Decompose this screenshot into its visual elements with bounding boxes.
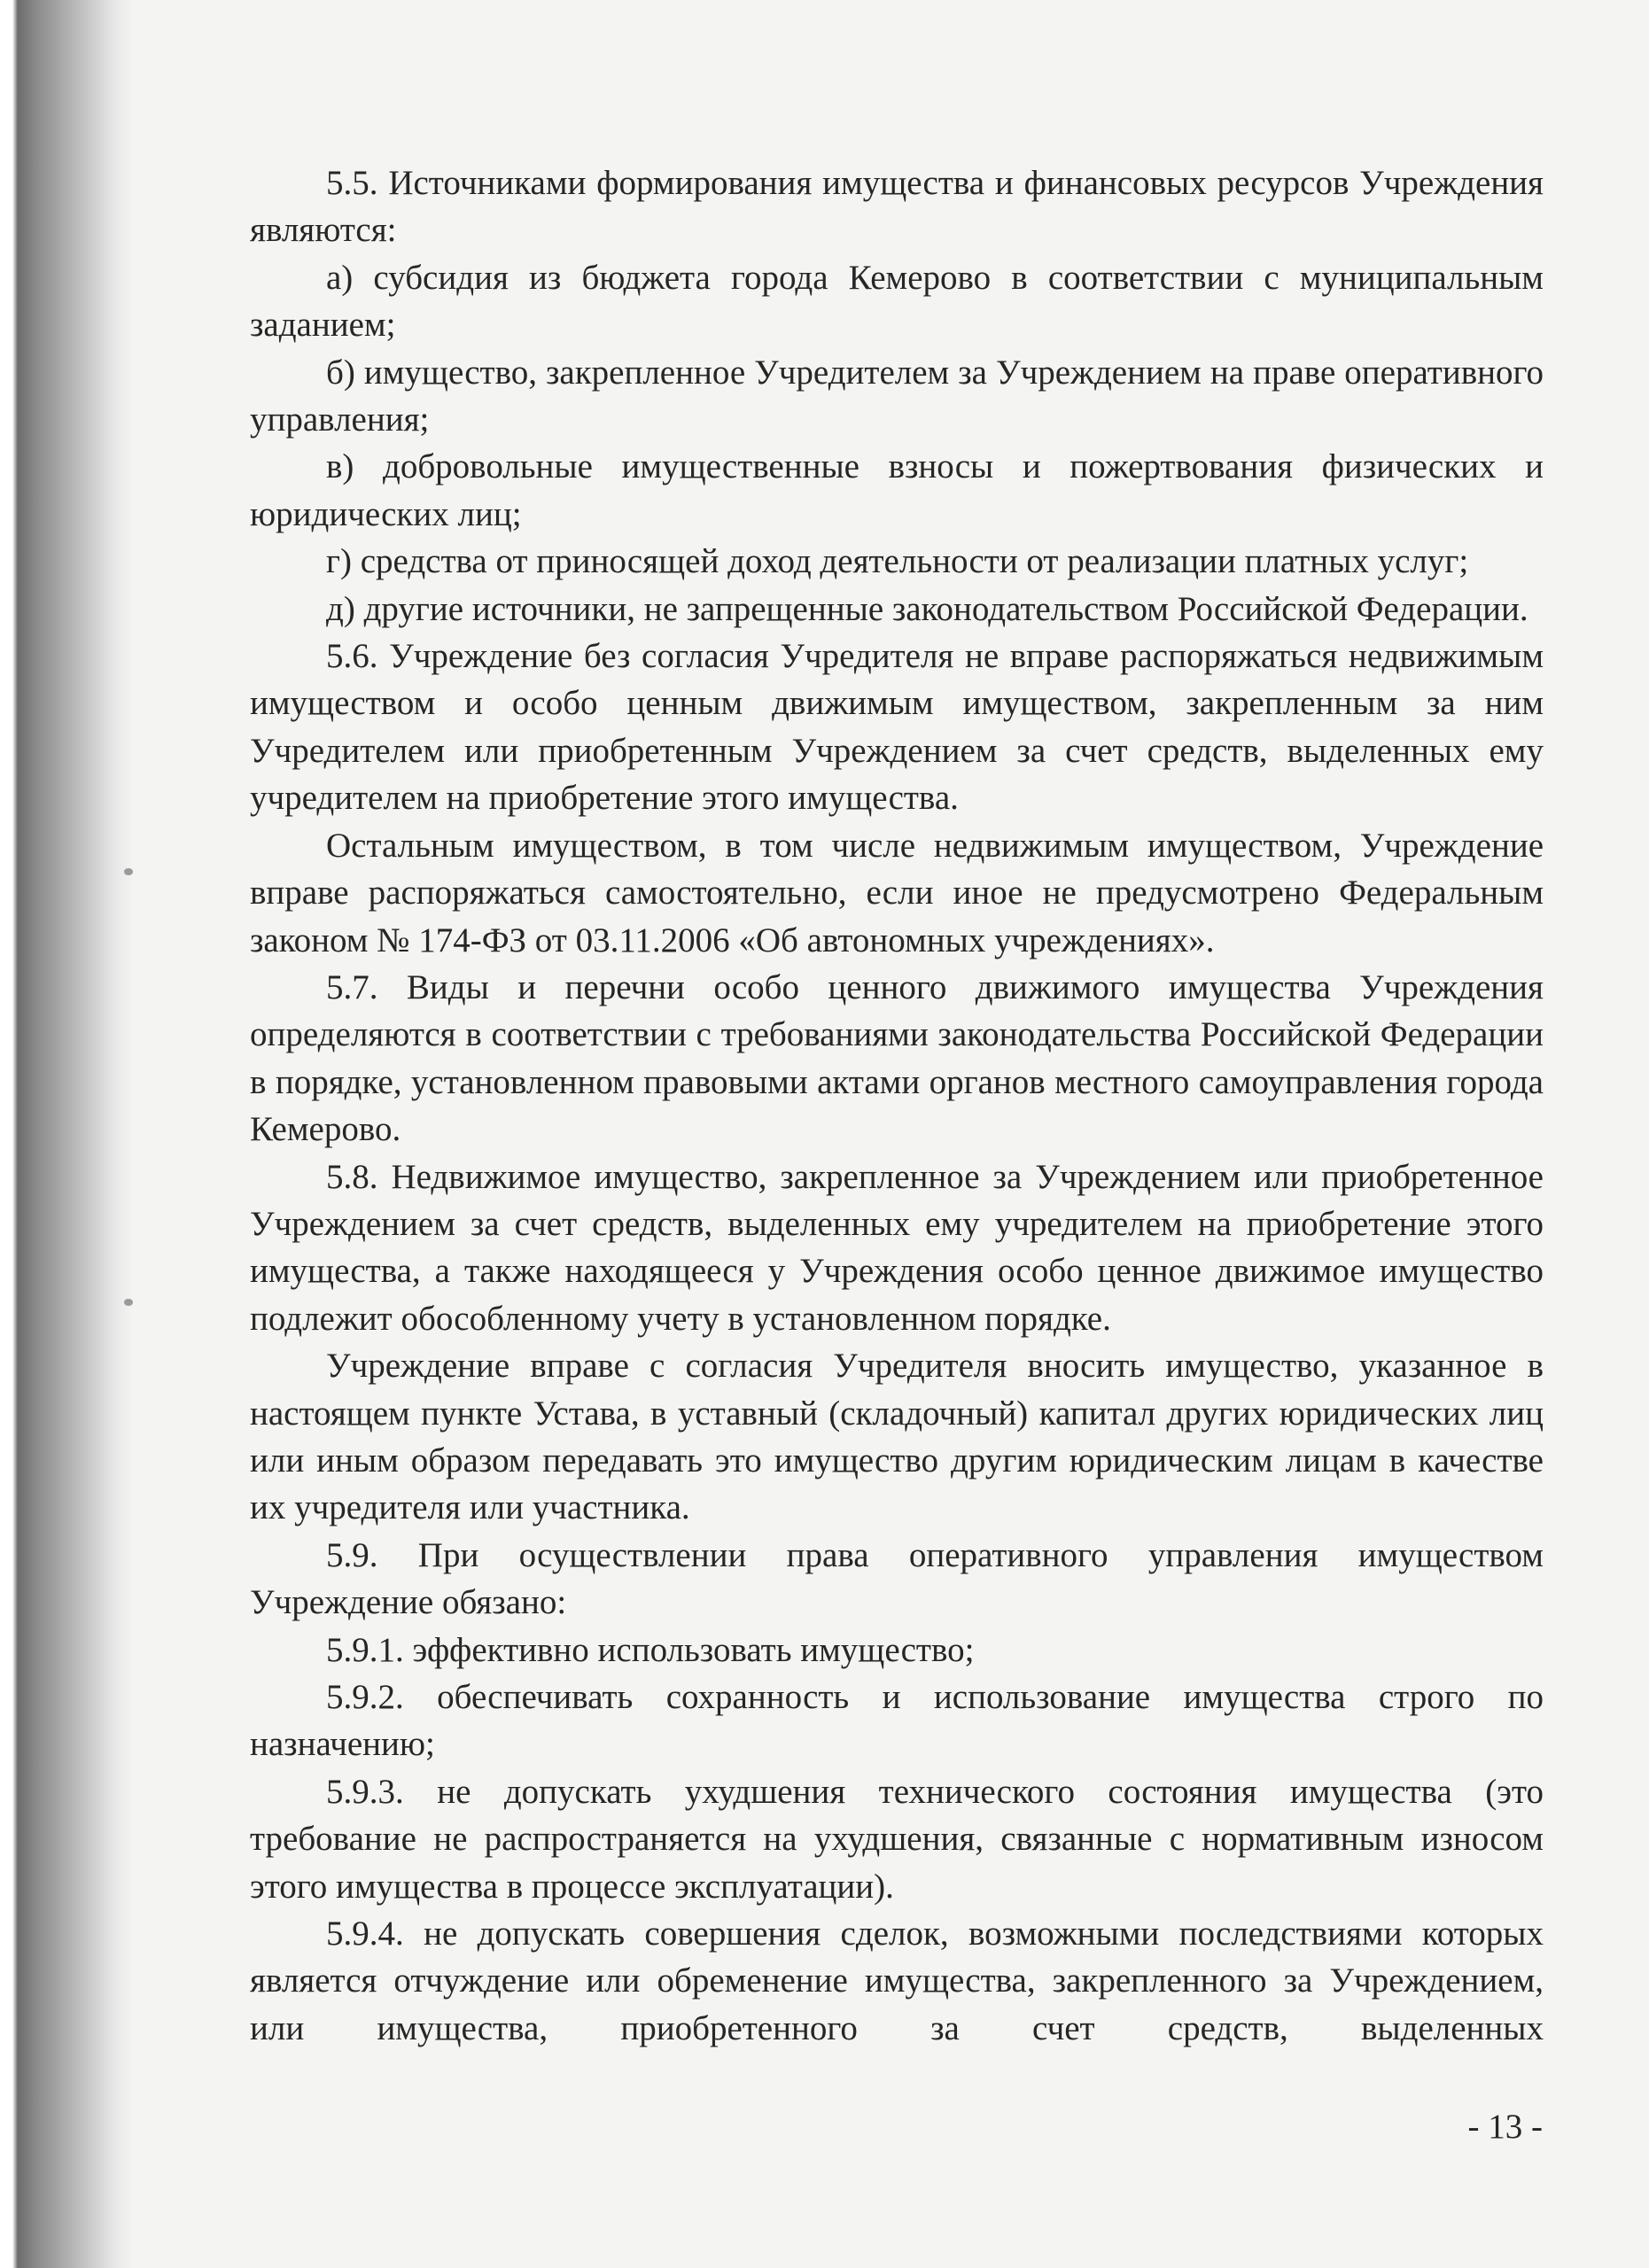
paragraph: Учреждение вправе с согласия Учредителя вносить имущество, указанное в настоящем пункте Устава, в уставный (складочный) капитал других юридических лиц или иным образом передавать это имущество другим юридическим лицам в качестве их учредителя или участника. (250, 1347, 1544, 1527)
paragraph: 5.7. Виды и перечни особо ценного движимого имущества Учреждения определяются в соответствии с требованиями законодательства Российской Федерации в порядке, установленном правовыми актами органов местного самоуправления города Кемерово. (250, 967, 1544, 1149)
paragraph: а) субсидия из бюджета города Кемерово в соответствии с муниципальным заданием; (250, 258, 1544, 345)
paragraph: д) другие источники, не запрещенные законодательством Российской Федерации. (326, 589, 1528, 628)
binding-hole (124, 868, 133, 875)
paragraph: г) средства от приносящей доход деятельности от реализации платных услуг; (326, 542, 1469, 581)
paragraph: 5.9.2. обеспечивать сохранность и использование имущества строго по назначению; (250, 1678, 1544, 1764)
paragraph: в) добровольные имущественные взносы и пожертвования физических и юридических лиц; (250, 447, 1544, 533)
paragraph: 5.6. Учреждение без согласия Учредителя не вправе распоряжаться недвижимым имуществом и особо ценным движимым имуществом, закрепленным за ним Учредителем или приобретенным Учреждением за счет средств, выделенных ему учредителем на приобретение этого имущества. (250, 637, 1544, 818)
paragraph: 5.9.4. не допускать совершения сделок, возможными последствиями которых является отчуждение или обременение имущества, закрепленного за Учреждением, или имущества, приобретенного за счет средств, выделенных (250, 1915, 1544, 2047)
paragraph: б) имущество, закрепленное Учредителем за Учреждением на праве оперативного управления; (250, 353, 1544, 439)
paragraph: Остальным имуществом, в том числе недвижимым имуществом, Учреждение вправе распоряжаться самостоятельно, если иное не предусмотрено Федеральным законом № 174-ФЗ от 03.11.2006 «Об автономных учреждениях». (250, 826, 1544, 959)
page-number: - 13 - (1467, 2108, 1543, 2146)
document-body (250, 159, 1544, 2052)
paragraph: 5.5. Источниками формирования имущества и финансовых ресурсов Учреждения являются: (250, 164, 1544, 250)
paragraph: 5.9. При осуществлении права оперативного управления имуществом Учреждение обязано: (250, 1535, 1544, 1622)
binding-hole (124, 1299, 133, 1306)
paragraph: 5.9.1. эффективно использовать имущество; (326, 1630, 975, 1669)
paragraph: 5.8. Недвижимое имущество, закрепленное за Учреждением или приобретенное Учреждением за счет средств, выделенных ему учредителем на приобретение этого имущества, а также находящееся у Учреждения особо ценное движимое имущество подлежит обособленному учету в установленном порядке. (250, 1157, 1544, 1338)
binding-shadow (0, 0, 133, 2268)
paragraph: 5.9.3. не допускать ухудшения технического состояния имущества (это требование не распространяется на ухудшения, связанные с нормативным износом этого имущества в процессе эксплуатации). (250, 1772, 1544, 1906)
